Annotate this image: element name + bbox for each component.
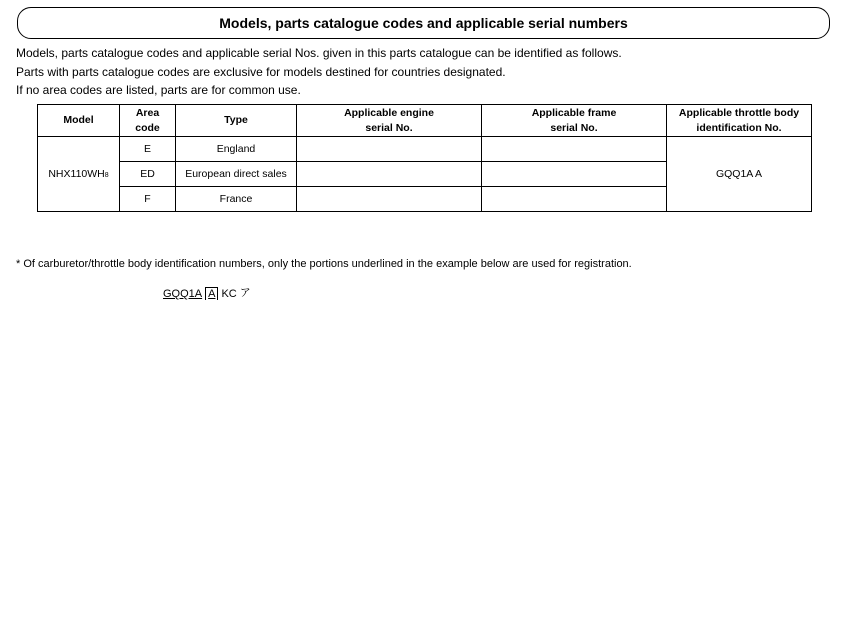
type-cell: England xyxy=(176,137,297,162)
engine-serial-cell xyxy=(297,187,482,212)
header-engine-serial: Applicable engine serial No. xyxy=(297,105,482,137)
frame-serial-cell xyxy=(482,187,667,212)
header-area-code: Area code xyxy=(120,105,176,137)
area-code-cell: F xyxy=(120,187,176,212)
area-code-cell: ED xyxy=(120,162,176,187)
identification-example xyxy=(163,284,251,300)
intro-line-2: Parts with parts catalogue codes are exclusive for models destined for countries designated. xyxy=(16,65,506,79)
type-cell: European direct sales xyxy=(176,162,297,187)
example-rest-part: KC xyxy=(221,288,237,300)
throttle-id-cell: GQQ1A A xyxy=(667,137,812,212)
page-title xyxy=(17,7,830,39)
engine-serial-cell xyxy=(297,162,482,187)
frame-serial-cell xyxy=(482,162,667,187)
intro-line-3: If no area codes are listed, parts are for common use. xyxy=(16,83,301,97)
page-title-text: Models, parts catalogue codes and applicable serial numbers xyxy=(219,15,628,31)
type-cell: France xyxy=(176,187,297,212)
example-mark: ア xyxy=(239,287,251,299)
intro-line-1: Models, parts catalogue codes and applicable serial Nos. given in this parts catalogue can be identified as follows. xyxy=(16,46,622,60)
model-cell: NHX110WH8 xyxy=(38,137,120,212)
table-header-row xyxy=(38,105,812,137)
models-table xyxy=(37,104,812,212)
frame-serial-cell xyxy=(482,137,667,162)
table-row xyxy=(38,137,812,162)
header-frame-serial: Applicable frame serial No. xyxy=(482,105,667,137)
area-code-cell: E xyxy=(120,137,176,162)
example-boxed-part: A xyxy=(205,287,218,300)
example-underlined-part: GQQ1A xyxy=(163,288,203,300)
header-model: Model xyxy=(38,105,120,137)
registration-note: * Of carburetor/throttle body identification numbers, only the portions underlined in the example below are used for registration. xyxy=(16,258,632,270)
header-type: Type xyxy=(176,105,297,137)
header-throttle-id: Applicable throttle body identification No. xyxy=(667,105,812,137)
engine-serial-cell xyxy=(297,137,482,162)
